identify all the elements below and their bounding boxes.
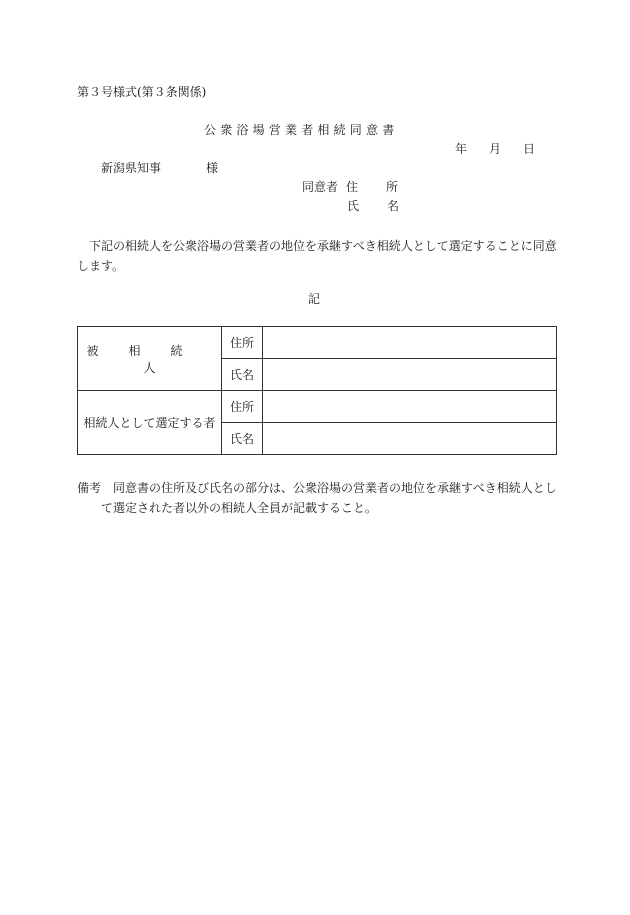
deceased-name-label: 氏名 [222,359,263,391]
heir-name-label: 氏名 [222,423,263,455]
addressee [101,162,218,174]
remarks-line-2: て選定された者以外の相続人全員が記載すること。 [101,501,378,515]
remarks-note [77,478,559,518]
deceased-address-field[interactable] [263,327,557,359]
date-line [455,143,535,155]
deceased-name-field[interactable] [263,359,557,391]
table-row [78,327,557,359]
heir-address-label: 住所 [222,391,263,423]
heir-table [77,326,557,455]
consenter-label: 同意者 [302,180,339,194]
deceased-heir-group-label: 被相続人 [78,327,222,391]
addressee-honorific: 様 [206,161,219,175]
consenter-name-label: 氏 名 [347,199,408,213]
addressee-name: 新潟県知事 [101,161,162,175]
consenter-address-line [302,181,406,193]
ki-heading: 記 [308,292,321,306]
heir-name-field[interactable] [263,423,557,455]
heir-address-field[interactable] [263,391,557,423]
date-year: 年 [455,142,468,156]
selected-heir-group-label: 相続人として選定する者 [78,391,222,455]
table-row [78,391,557,423]
consenter-address-label: 住 所 [346,180,407,194]
date-day: 日 [523,142,536,156]
remarks-line-1: 同意書の住所及び氏名の部分は、公衆浴場の営業者の地位を承継すべき相続人とし [113,481,557,495]
consent-statement: 下記の相続人を公衆浴場の営業者の地位を承継すべき相続人として選定することに同意します。 [77,239,557,273]
date-month: 月 [489,142,502,156]
document-title: 公衆浴場営業者相続同意書 [204,123,399,137]
form-number-label: 第３号様式(第３条関係) [77,85,207,99]
deceased-address-label: 住所 [222,327,263,359]
remarks-head: 備考 [77,481,102,495]
